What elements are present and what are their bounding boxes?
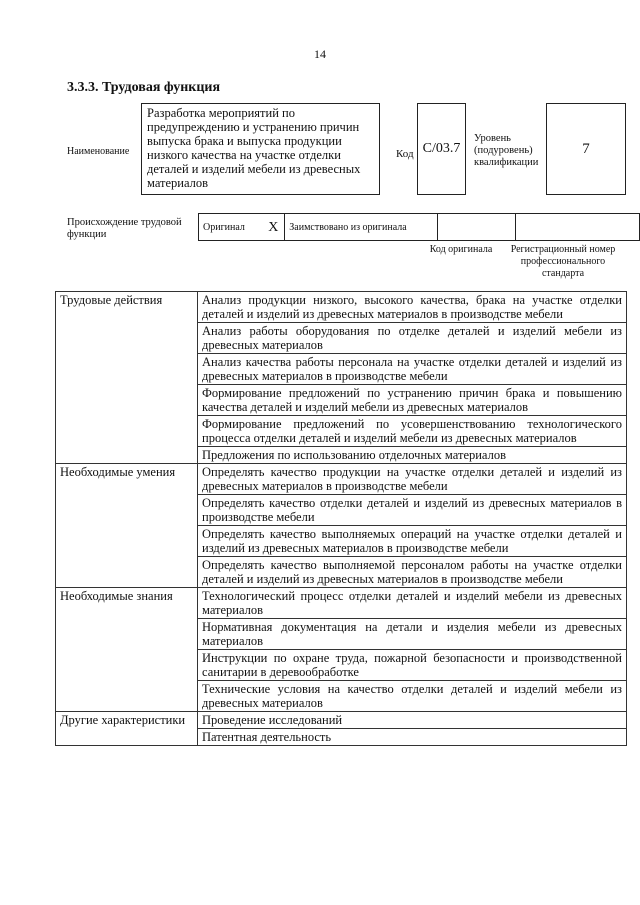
- code-label: Код: [396, 148, 414, 160]
- code-value: C/03.7: [417, 103, 466, 195]
- original-label: Оригинал: [199, 214, 263, 241]
- item-cell: Формирование предложений по устранению причин брака и повышению качества деталей и изделий мебели из древесных материалов: [198, 385, 627, 416]
- table-row: [56, 588, 627, 619]
- qualification-level-value: 7: [546, 103, 626, 195]
- origin-label: Происхождение трудовой функции: [67, 217, 182, 240]
- category-cell: Другие характеристики: [56, 712, 198, 746]
- item-cell: Патентная деятельность: [198, 729, 627, 746]
- item-cell: Определять качество выполняемой персоналом работы на участке отделки деталей и изделий из древесных материалов в производстве мебели: [198, 557, 627, 588]
- section-title: 3.3.3. Трудовая функция: [67, 80, 221, 95]
- name-label: Наименование: [67, 146, 130, 157]
- item-cell: Определять качество выполняемых операций на участке отделки деталей и изделий из древесных материалов в производстве мебели: [198, 526, 627, 557]
- original-code-cell: [437, 214, 515, 241]
- item-cell: Инструкции по охране труда, пожарной безопасности и производственной санитарии в деревообработке: [198, 650, 627, 681]
- origin-table: [198, 213, 640, 241]
- table-row: [56, 292, 627, 323]
- table-row: [56, 712, 627, 729]
- qualification-level-label: Уровень (подуровень) квалификации: [474, 133, 539, 168]
- registration-number-cell: [515, 214, 639, 241]
- item-cell: Анализ качества работы персонала на участке отделки деталей и изделий из древесных материалов в производстве мебели: [198, 354, 627, 385]
- category-cell: Трудовые действия: [56, 292, 198, 464]
- original-code-caption: Код оригинала: [429, 244, 493, 255]
- item-cell: Предложения по использованию отделочных материалов: [198, 447, 627, 464]
- item-cell: Нормативная документация на детали и изделия мебели из древесных материалов: [198, 619, 627, 650]
- page-number: 14: [314, 47, 326, 61]
- item-cell: Проведение исследований: [198, 712, 627, 729]
- function-details-table: [55, 291, 627, 746]
- item-cell: Определять качество отделки деталей и изделий из древесных материалов в производстве мебели: [198, 495, 627, 526]
- item-cell: Анализ работы оборудования по отделке деталей и изделий мебели из древесных материалов: [198, 323, 627, 354]
- item-cell: Формирование предложений по усовершенствованию технологического процесса отделки деталей и изделий мебели из древесных материалов: [198, 416, 627, 447]
- item-cell: Анализ продукции низкого, высокого качества, брака на участке отделки деталей и изделий из древесных материалов в производстве мебели: [198, 292, 627, 323]
- item-cell: Технологический процесс отделки деталей и изделий мебели из древесных материалов: [198, 588, 627, 619]
- function-name-value: Разработка мероприятий по предупреждению и устранению причин выпуска брака и выпуска продукции низкого качества на участке отделки деталей и изделий мебели из древесных материалов: [141, 103, 380, 195]
- item-cell: Технические условия на качество отделки деталей и изделий мебели из древесных материалов: [198, 681, 627, 712]
- category-cell: Необходимые знания: [56, 588, 198, 712]
- category-cell: Необходимые умения: [56, 464, 198, 588]
- item-cell: Определять качество продукции на участке отделки деталей и изделий из древесных материалов в производстве мебели: [198, 464, 627, 495]
- original-mark: X: [262, 214, 284, 241]
- borrowed-label: Заимствовано из оригинала: [285, 214, 437, 241]
- table-row: [56, 464, 627, 495]
- registration-number-caption: Регистрационный номер профессионального стандарта: [510, 244, 616, 279]
